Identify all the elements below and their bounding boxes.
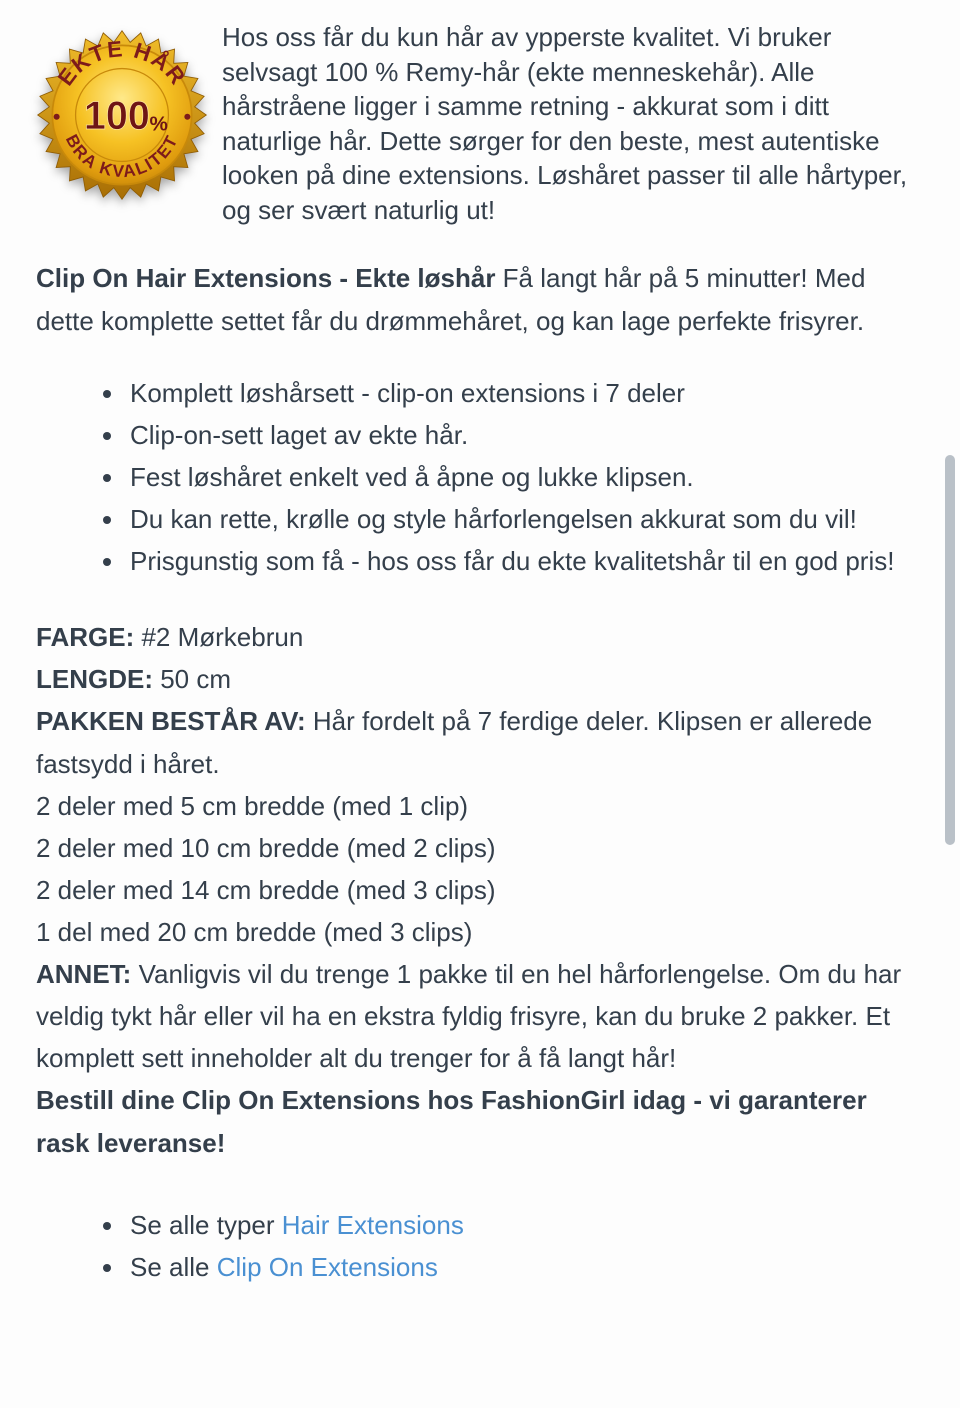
spec-lengde-value: 50 cm bbox=[153, 664, 232, 695]
headline-bold: Clip On Hair Extensions - Ekte løshår bbox=[36, 263, 496, 294]
spec-annet bbox=[36, 953, 920, 1079]
spec-lengde bbox=[36, 658, 920, 700]
bottom-link-prefix: Se alle typer bbox=[130, 1209, 282, 1240]
bottom-link-item bbox=[126, 1204, 920, 1246]
headline-paragraph bbox=[36, 257, 920, 341]
spec-lengde-label: LENGDE: bbox=[36, 664, 153, 695]
spec-block bbox=[36, 616, 920, 1163]
quality-seal-badge bbox=[36, 20, 208, 210]
feature-item: • Prisgunstig som få - hos oss får du ekte kvalitetshår til en god pris! bbox=[126, 540, 920, 582]
spec-farge bbox=[36, 616, 920, 658]
feature-item: • Fest løshåret enkelt ved å åpne og lukke klipsen. bbox=[126, 456, 920, 498]
intro-paragraph: Hos oss får du kun hår av ypperste kvalitet. Vi bruker selvsagt 100 % Remy-hår (ekte menneskehår). Alle hårstråene ligger i samme retning - akkurat som i ditt naturlige hår. Dette sørger for den beste, mest autentiske looken på dine extensions. Løshåret passer til alle hårtyper, og ser svært naturlig ut! bbox=[222, 22, 908, 225]
clip-on-extensions-link[interactable]: Clip On Extensions bbox=[216, 1251, 438, 1282]
feature-item: • Du kan rette, krølle og style hårforlengelsen akkurat som du vil! bbox=[126, 498, 920, 540]
hair-extensions-link[interactable]: Hair Extensions bbox=[281, 1209, 464, 1240]
headline-rest: Få langt hår på 5 minutter! Med dette komplette settet får du drømmehåret, og kan lage perfekte frisyrer. bbox=[36, 263, 866, 336]
svg-text:BRA KVALITET: BRA KVALITET bbox=[61, 130, 183, 182]
spec-annet-value: Vanligvis vil du trenge 1 pakke til en hel hårforlengelse. Om du har veldig tykt hår eller vil ha en ekstra fyldig frisyre, kan du bruke 2 pakker. Et komplett sett inneholder alt du trenger for å få langt hår! bbox=[36, 959, 902, 1074]
feature-item: • Clip-on-sett laget av ekte hår. bbox=[126, 414, 920, 456]
bottom-link-item bbox=[126, 1246, 920, 1288]
spec-farge-label: FARGE: bbox=[36, 622, 135, 653]
piece-line: 2 deler med 10 cm bredde (med 2 clips) bbox=[36, 832, 496, 863]
feature-item: • Komplett løshårsett - clip-on extensions i 7 deler bbox=[126, 372, 920, 414]
piece-line: 1 del med 20 cm bredde (med 3 clips) bbox=[36, 917, 473, 947]
spec-pakken-label: PAKKEN BESTÅR AV: bbox=[36, 706, 306, 737]
spec-farge-value: #2 Mørkebrun bbox=[134, 622, 304, 653]
piece-line: 2 deler med 14 cm bredde (med 3 clips) bbox=[36, 874, 496, 905]
cta-text bbox=[36, 1079, 920, 1163]
bottom-link-prefix: Se alle bbox=[130, 1251, 217, 1282]
spec-pakken bbox=[36, 700, 920, 784]
feature-list bbox=[36, 372, 920, 583]
svg-text:100: 100 bbox=[83, 93, 150, 138]
svg-text:%: % bbox=[149, 112, 168, 136]
bottom-link-list bbox=[36, 1204, 920, 1288]
quality-seal-icon bbox=[36, 20, 208, 210]
cta-bold: Bestill dine Clip On Extensions hos FashionGirl idag - vi garanterer rask leveranse! bbox=[36, 1085, 867, 1158]
scrollbar-thumb[interactable] bbox=[945, 455, 955, 845]
piece-line: 2 deler med 5 cm bredde (med 1 clip) bbox=[36, 790, 469, 821]
spec-annet-label: ANNET: bbox=[36, 959, 132, 990]
spec-pakken-value: Hår fordelt på 7 ferdige deler. Klipsen er allerede fastsydd i håret. bbox=[36, 706, 873, 779]
svg-text:EKTE HÅR: EKTE HÅR bbox=[52, 36, 192, 91]
